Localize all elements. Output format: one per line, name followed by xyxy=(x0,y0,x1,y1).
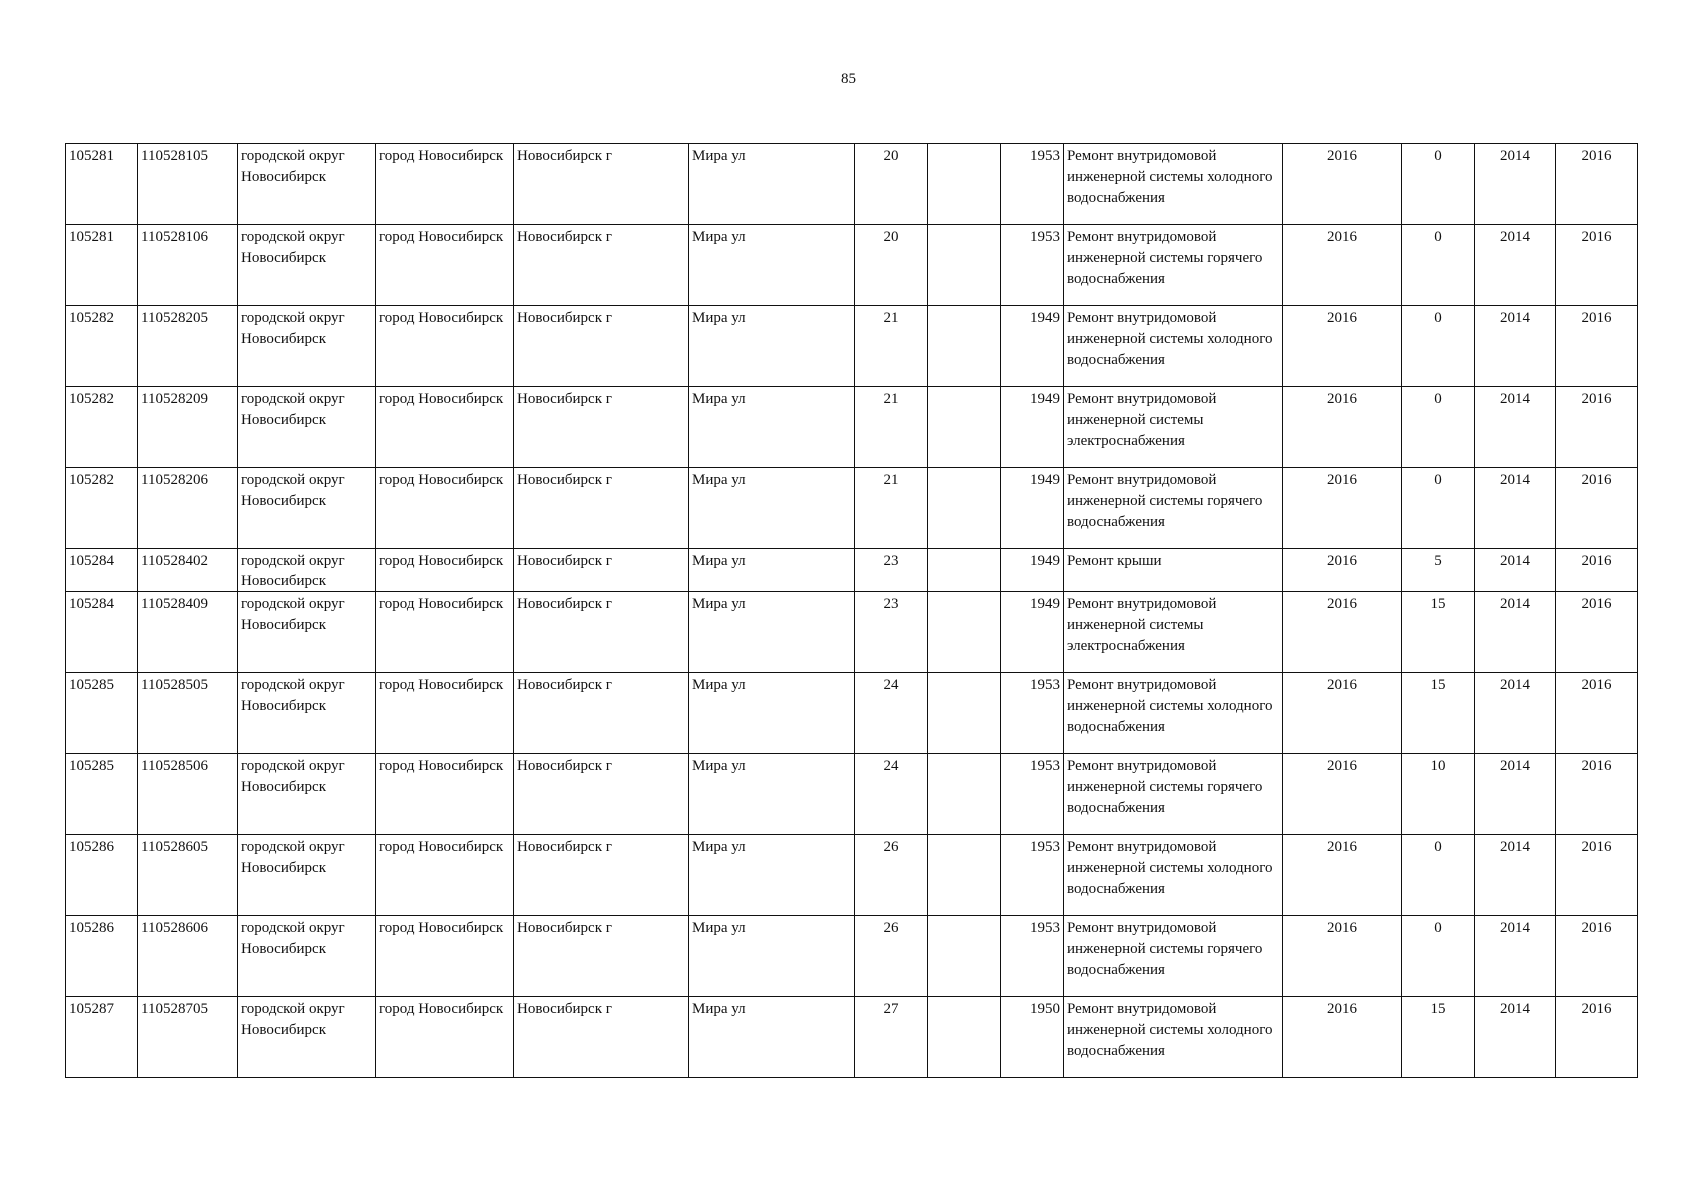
cell-municipality: городской округ Новосибирск xyxy=(238,549,376,592)
cell-city: Новосибирск г xyxy=(514,549,689,592)
cell-wear: 0 xyxy=(1402,225,1475,306)
cell-wear: 0 xyxy=(1402,306,1475,387)
cell-work-id: 110528209 xyxy=(138,387,238,468)
cell-period-end: 2016 xyxy=(1556,997,1638,1078)
cell-work-type: Ремонт внутридомовой инженерной системы электроснабжения xyxy=(1064,592,1283,673)
cell-municipality: городской округ Новосибирск xyxy=(238,592,376,673)
cell-house-id: 105285 xyxy=(66,754,138,835)
repair-program-table xyxy=(65,143,1638,1078)
cell-plan-year: 2016 xyxy=(1283,673,1402,754)
cell-work-id: 110528105 xyxy=(138,144,238,225)
cell-plan-year: 2016 xyxy=(1283,144,1402,225)
cell-wear: 0 xyxy=(1402,387,1475,468)
cell-period-start: 2014 xyxy=(1475,225,1556,306)
cell-house-number: 21 xyxy=(855,306,928,387)
cell-house-number: 23 xyxy=(855,592,928,673)
cell-plan-year: 2016 xyxy=(1283,306,1402,387)
cell-municipality: городской округ Новосибирск xyxy=(238,468,376,549)
cell-house-id: 105286 xyxy=(66,835,138,916)
cell-city: Новосибирск г xyxy=(514,673,689,754)
cell-street: Мира ул xyxy=(689,387,855,468)
cell-work-type: Ремонт внутридомовой инженерной системы горячего водоснабжения xyxy=(1064,754,1283,835)
cell-municipality: городской округ Новосибирск xyxy=(238,387,376,468)
cell-build-year: 1950 xyxy=(1001,997,1064,1078)
cell-period-end: 2016 xyxy=(1556,387,1638,468)
cell-city: Новосибирск г xyxy=(514,754,689,835)
cell-municipality: городской округ Новосибирск xyxy=(238,916,376,997)
cell-street: Мира ул xyxy=(689,468,855,549)
cell-build-year: 1953 xyxy=(1001,225,1064,306)
cell-build-year: 1949 xyxy=(1001,468,1064,549)
cell-work-type: Ремонт внутридомовой инженерной системы электроснабжения xyxy=(1064,387,1283,468)
cell-city: Новосибирск г xyxy=(514,144,689,225)
cell-building xyxy=(928,997,1001,1078)
cell-street: Мира ул xyxy=(689,592,855,673)
cell-city: Новосибирск г xyxy=(514,835,689,916)
cell-period-end: 2016 xyxy=(1556,468,1638,549)
cell-work-id: 110528605 xyxy=(138,835,238,916)
cell-period-end: 2016 xyxy=(1556,549,1638,592)
cell-building xyxy=(928,306,1001,387)
cell-work-id: 110528402 xyxy=(138,549,238,592)
cell-house-number: 24 xyxy=(855,673,928,754)
cell-street: Мира ул xyxy=(689,754,855,835)
cell-settlement: город Новосибирск xyxy=(376,673,514,754)
cell-municipality: городской округ Новосибирск xyxy=(238,997,376,1078)
cell-municipality: городской округ Новосибирск xyxy=(238,306,376,387)
cell-municipality: городской округ Новосибирск xyxy=(238,754,376,835)
cell-house-id: 105281 xyxy=(66,144,138,225)
cell-work-type: Ремонт внутридомовой инженерной системы холодного водоснабжения xyxy=(1064,997,1283,1078)
table-row xyxy=(66,673,1638,754)
cell-wear: 0 xyxy=(1402,835,1475,916)
cell-house-id: 105284 xyxy=(66,592,138,673)
cell-house-number: 20 xyxy=(855,144,928,225)
cell-period-end: 2016 xyxy=(1556,835,1638,916)
cell-work-id: 110528106 xyxy=(138,225,238,306)
cell-settlement: город Новосибирск xyxy=(376,549,514,592)
table-row xyxy=(66,997,1638,1078)
cell-wear: 15 xyxy=(1402,673,1475,754)
cell-period-start: 2014 xyxy=(1475,673,1556,754)
cell-city: Новосибирск г xyxy=(514,468,689,549)
cell-house-number: 27 xyxy=(855,997,928,1078)
cell-street: Мира ул xyxy=(689,916,855,997)
cell-build-year: 1949 xyxy=(1001,306,1064,387)
cell-street: Мира ул xyxy=(689,306,855,387)
cell-building xyxy=(928,387,1001,468)
table-row xyxy=(66,387,1638,468)
table-row xyxy=(66,468,1638,549)
cell-work-type: Ремонт крыши xyxy=(1064,549,1283,592)
cell-period-end: 2016 xyxy=(1556,592,1638,673)
cell-house-id: 105286 xyxy=(66,916,138,997)
cell-plan-year: 2016 xyxy=(1283,835,1402,916)
cell-municipality: городской округ Новосибирск xyxy=(238,225,376,306)
cell-period-start: 2014 xyxy=(1475,306,1556,387)
cell-house-id: 105287 xyxy=(66,997,138,1078)
cell-plan-year: 2016 xyxy=(1283,387,1402,468)
cell-settlement: город Новосибирск xyxy=(376,835,514,916)
cell-plan-year: 2016 xyxy=(1283,592,1402,673)
cell-house-id: 105284 xyxy=(66,549,138,592)
cell-work-id: 110528705 xyxy=(138,997,238,1078)
cell-period-start: 2014 xyxy=(1475,387,1556,468)
cell-house-number: 26 xyxy=(855,916,928,997)
cell-settlement: город Новосибирск xyxy=(376,225,514,306)
cell-period-start: 2014 xyxy=(1475,549,1556,592)
cell-building xyxy=(928,835,1001,916)
table-row xyxy=(66,916,1638,997)
cell-work-type: Ремонт внутридомовой инженерной системы горячего водоснабжения xyxy=(1064,225,1283,306)
cell-work-type: Ремонт внутридомовой инженерной системы горячего водоснабжения xyxy=(1064,916,1283,997)
cell-house-number: 20 xyxy=(855,225,928,306)
cell-house-number: 21 xyxy=(855,468,928,549)
cell-work-type: Ремонт внутридомовой инженерной системы холодного водоснабжения xyxy=(1064,306,1283,387)
cell-street: Мира ул xyxy=(689,835,855,916)
cell-work-id: 110528506 xyxy=(138,754,238,835)
cell-period-end: 2016 xyxy=(1556,306,1638,387)
cell-wear: 0 xyxy=(1402,144,1475,225)
cell-building xyxy=(928,549,1001,592)
cell-period-start: 2014 xyxy=(1475,835,1556,916)
cell-build-year: 1953 xyxy=(1001,144,1064,225)
cell-municipality: городской округ Новосибирск xyxy=(238,673,376,754)
cell-municipality: городской округ Новосибирск xyxy=(238,144,376,225)
cell-building xyxy=(928,468,1001,549)
cell-plan-year: 2016 xyxy=(1283,468,1402,549)
cell-settlement: город Новосибирск xyxy=(376,144,514,225)
cell-plan-year: 2016 xyxy=(1283,916,1402,997)
cell-house-id: 105285 xyxy=(66,673,138,754)
page-number: 85 xyxy=(841,71,856,87)
cell-period-end: 2016 xyxy=(1556,916,1638,997)
cell-settlement: город Новосибирск xyxy=(376,306,514,387)
cell-wear: 5 xyxy=(1402,549,1475,592)
cell-build-year: 1953 xyxy=(1001,754,1064,835)
table-body xyxy=(66,144,1638,1078)
cell-work-type: Ремонт внутридомовой инженерной системы холодного водоснабжения xyxy=(1064,144,1283,225)
table-row xyxy=(66,835,1638,916)
cell-settlement: город Новосибирск xyxy=(376,468,514,549)
cell-house-number: 23 xyxy=(855,549,928,592)
cell-settlement: город Новосибирск xyxy=(376,592,514,673)
cell-wear: 15 xyxy=(1402,997,1475,1078)
cell-street: Мира ул xyxy=(689,673,855,754)
cell-street: Мира ул xyxy=(689,997,855,1078)
cell-period-end: 2016 xyxy=(1556,754,1638,835)
cell-house-id: 105282 xyxy=(66,468,138,549)
cell-plan-year: 2016 xyxy=(1283,754,1402,835)
cell-period-start: 2014 xyxy=(1475,144,1556,225)
cell-city: Новосибирск г xyxy=(514,387,689,468)
cell-period-end: 2016 xyxy=(1556,225,1638,306)
cell-house-id: 105281 xyxy=(66,225,138,306)
cell-period-start: 2014 xyxy=(1475,468,1556,549)
cell-house-id: 105282 xyxy=(66,387,138,468)
cell-period-end: 2016 xyxy=(1556,673,1638,754)
cell-wear: 0 xyxy=(1402,916,1475,997)
cell-wear: 15 xyxy=(1402,592,1475,673)
cell-building xyxy=(928,144,1001,225)
table-row xyxy=(66,144,1638,225)
cell-work-type: Ремонт внутридомовой инженерной системы холодного водоснабжения xyxy=(1064,835,1283,916)
cell-work-id: 110528505 xyxy=(138,673,238,754)
cell-municipality: городской округ Новосибирск xyxy=(238,835,376,916)
cell-work-id: 110528606 xyxy=(138,916,238,997)
cell-city: Новосибирск г xyxy=(514,997,689,1078)
cell-street: Мира ул xyxy=(689,144,855,225)
cell-plan-year: 2016 xyxy=(1283,549,1402,592)
cell-build-year: 1949 xyxy=(1001,592,1064,673)
cell-settlement: город Новосибирск xyxy=(376,754,514,835)
cell-street: Мира ул xyxy=(689,549,855,592)
cell-build-year: 1953 xyxy=(1001,673,1064,754)
cell-city: Новосибирск г xyxy=(514,225,689,306)
cell-period-start: 2014 xyxy=(1475,592,1556,673)
cell-house-number: 21 xyxy=(855,387,928,468)
cell-build-year: 1953 xyxy=(1001,916,1064,997)
cell-period-start: 2014 xyxy=(1475,916,1556,997)
table-row xyxy=(66,306,1638,387)
cell-city: Новосибирск г xyxy=(514,306,689,387)
cell-building xyxy=(928,673,1001,754)
cell-street: Мира ул xyxy=(689,225,855,306)
cell-building xyxy=(928,592,1001,673)
table-row xyxy=(66,592,1638,673)
cell-city: Новосибирск г xyxy=(514,592,689,673)
table-row xyxy=(66,549,1638,592)
cell-house-id: 105282 xyxy=(66,306,138,387)
cell-build-year: 1953 xyxy=(1001,835,1064,916)
cell-city: Новосибирск г xyxy=(514,916,689,997)
cell-plan-year: 2016 xyxy=(1283,997,1402,1078)
cell-work-type: Ремонт внутридомовой инженерной системы холодного водоснабжения xyxy=(1064,673,1283,754)
cell-work-id: 110528206 xyxy=(138,468,238,549)
cell-building xyxy=(928,916,1001,997)
cell-building xyxy=(928,754,1001,835)
cell-plan-year: 2016 xyxy=(1283,225,1402,306)
cell-period-end: 2016 xyxy=(1556,144,1638,225)
cell-settlement: город Новосибирск xyxy=(376,997,514,1078)
cell-work-type: Ремонт внутридомовой инженерной системы горячего водоснабжения xyxy=(1064,468,1283,549)
cell-build-year: 1949 xyxy=(1001,549,1064,592)
table-row xyxy=(66,225,1638,306)
cell-house-number: 24 xyxy=(855,754,928,835)
cell-period-start: 2014 xyxy=(1475,997,1556,1078)
cell-work-id: 110528205 xyxy=(138,306,238,387)
cell-settlement: город Новосибирск xyxy=(376,916,514,997)
cell-wear: 10 xyxy=(1402,754,1475,835)
cell-period-start: 2014 xyxy=(1475,754,1556,835)
table-row xyxy=(66,754,1638,835)
cell-building xyxy=(928,225,1001,306)
cell-settlement: город Новосибирск xyxy=(376,387,514,468)
cell-wear: 0 xyxy=(1402,468,1475,549)
cell-work-id: 110528409 xyxy=(138,592,238,673)
cell-house-number: 26 xyxy=(855,835,928,916)
cell-build-year: 1949 xyxy=(1001,387,1064,468)
